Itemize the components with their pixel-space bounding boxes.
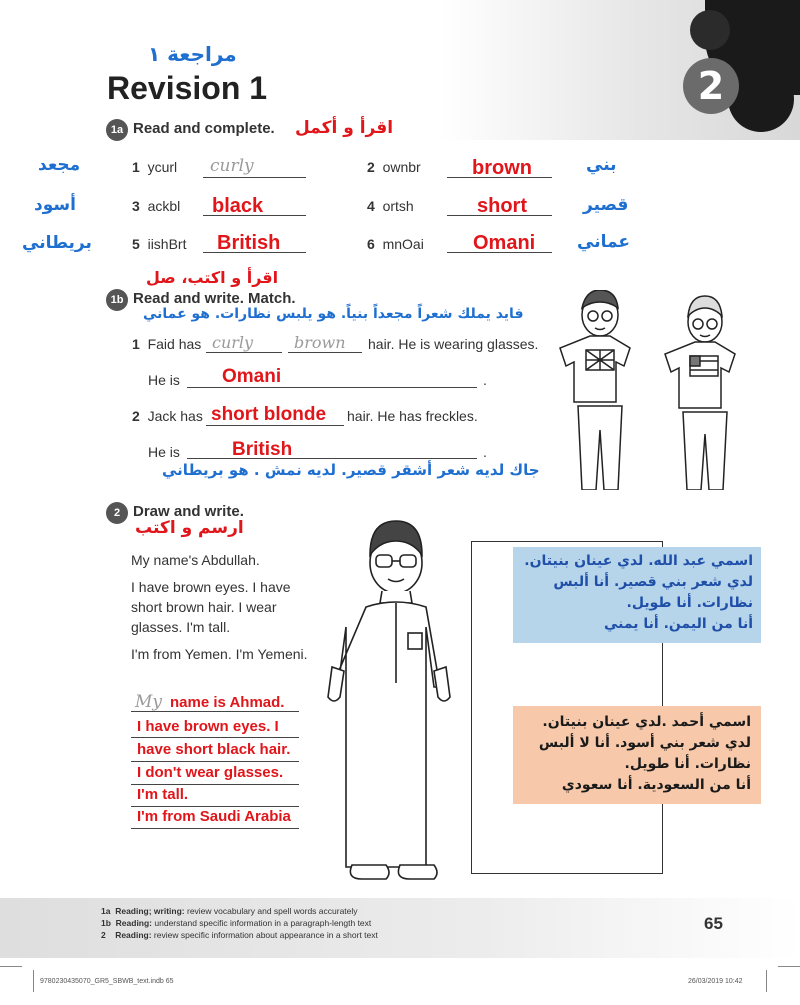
item-scrambled: 4 ortsh bbox=[367, 198, 414, 214]
item-scrambled: 3 ackbl bbox=[132, 198, 181, 214]
answer: short blonde bbox=[211, 404, 327, 425]
period: . bbox=[483, 372, 487, 388]
student-answer-line: I have brown eyes. I bbox=[137, 718, 279, 735]
header-decoration bbox=[690, 10, 730, 50]
item-scrambled: 2 ownbr bbox=[367, 159, 421, 175]
boys-illustration bbox=[540, 290, 770, 490]
footer-note: 1b Reading: understand specific information in a paragraph-length text bbox=[101, 918, 372, 928]
item-scrambled: 1 ycurl bbox=[132, 159, 178, 175]
item-2-text: 2 Jack has bbox=[132, 408, 203, 424]
period: . bbox=[483, 444, 487, 460]
writing-line bbox=[131, 806, 299, 807]
writing-line bbox=[131, 737, 299, 738]
model-text-line: I have brown eyes. I have bbox=[131, 579, 291, 595]
crop-mark bbox=[33, 970, 34, 992]
arabic-translation: جاك لديه شعر أشقر قصير. لديه نمش . هو بريطاني bbox=[162, 461, 540, 479]
item-1-text: 1 Faid has bbox=[132, 336, 202, 352]
footer-note: 2 Reading: review specific information about appearance in a short text bbox=[101, 930, 378, 940]
model-text-line: glasses. I'm tall. bbox=[131, 619, 231, 635]
answer-handwritten: curly bbox=[210, 156, 254, 176]
answer-handwritten: My bbox=[135, 692, 163, 712]
footer-note: 1a Reading; writing: review vocabulary and spell words accurately bbox=[101, 906, 358, 916]
item-1-text-end: hair. He is wearing glasses. bbox=[368, 336, 539, 352]
writing-line bbox=[131, 828, 299, 829]
unit-number: 2 bbox=[683, 58, 739, 114]
model-text-line: short brown hair. I wear bbox=[131, 599, 277, 615]
writing-line bbox=[131, 784, 299, 785]
arabic-answer-box bbox=[513, 706, 761, 804]
arabic-gloss: مجعد bbox=[38, 155, 81, 175]
he-is-label: He is bbox=[148, 444, 180, 460]
student-answer-line: I'm from Saudi Arabia bbox=[137, 808, 291, 825]
abdullah-illustration bbox=[296, 515, 456, 885]
item-scrambled: 6 mnOai bbox=[367, 236, 424, 252]
header-decoration bbox=[728, 66, 794, 132]
section-badge: 1b bbox=[106, 289, 128, 311]
section-title: Draw and write. bbox=[133, 503, 244, 520]
crop-mark bbox=[766, 970, 767, 992]
section-badge: 1a bbox=[106, 119, 128, 141]
arabic-answer-line: لدي شعر بني أسود. أنا لا ألبس bbox=[538, 735, 751, 751]
model-text-line: My name's Abdullah. bbox=[131, 552, 260, 568]
model-text-line: I'm from Yemen. I'm Yemeni. bbox=[131, 646, 308, 662]
section-title: Read and complete. bbox=[133, 120, 275, 137]
arabic-model-line: اسمي عبد الله. لدي عينان بنيتان. bbox=[524, 553, 753, 569]
arabic-translation: فايد يملك شعراً مجعداً بنياً. هو يلبس نظارات. هو عماني bbox=[143, 306, 524, 322]
arabic-gloss: قصير bbox=[583, 195, 629, 215]
section-arabic-title: اقرأ و اكتب، صل bbox=[146, 268, 279, 287]
arabic-answer-line: نظارات. أنا طويل. bbox=[624, 756, 751, 772]
section-arabic-title: اقرأ و أكمل bbox=[295, 118, 394, 138]
answer: Omani bbox=[222, 366, 282, 387]
answer-line bbox=[187, 458, 477, 459]
arabic-answer-line: اسمي أحمد .لدي عينان بنيتان. bbox=[542, 714, 751, 730]
arabic-model-line: أنا من اليمن. أنا يمني bbox=[604, 616, 753, 632]
page-number: 65 bbox=[704, 914, 723, 933]
item-2-text-end: hair. He has freckles. bbox=[347, 408, 478, 424]
arabic-gloss: عماني bbox=[577, 232, 630, 252]
arabic-gloss: بريطاني bbox=[22, 233, 92, 253]
student-answer-line: name is Ahmad. bbox=[170, 694, 285, 711]
writing-line bbox=[131, 761, 299, 762]
file-name: 9780230435070_GR5_SBWB_text.indb 65 bbox=[40, 978, 174, 985]
arabic-gloss: أسود bbox=[34, 195, 76, 215]
answer: Omani bbox=[473, 232, 536, 254]
crop-mark bbox=[778, 966, 800, 967]
student-answer-line: I don't wear glasses. bbox=[137, 764, 284, 781]
answer-line bbox=[288, 352, 362, 353]
section-arabic-title: ارسم و اكتب bbox=[135, 518, 244, 538]
arabic-page-title: مراجعة ١ bbox=[148, 42, 237, 66]
answer-handwritten: brown bbox=[294, 333, 346, 352]
arabic-model-line: لدي شعر بني قصير. أنا ألبس bbox=[553, 574, 753, 590]
print-timestamp: 26/03/2019 10:42 bbox=[688, 978, 743, 985]
arabic-answer-line: أنا من السعودية. أنا سعودي bbox=[561, 777, 751, 793]
answer: black bbox=[212, 195, 264, 217]
answer: British bbox=[232, 439, 293, 460]
answer-line bbox=[206, 352, 282, 353]
answer: brown bbox=[472, 157, 532, 179]
arabic-model-box bbox=[513, 547, 761, 643]
he-is-label: He is bbox=[148, 372, 180, 388]
answer-handwritten: curly bbox=[212, 333, 254, 352]
arabic-model-line: نظارات. أنا طويل. bbox=[626, 595, 753, 611]
answer: British bbox=[217, 232, 281, 254]
crop-mark bbox=[0, 966, 22, 967]
student-answer-line: have short black hair. bbox=[137, 741, 291, 758]
student-answer-line: I'm tall. bbox=[137, 786, 189, 803]
arabic-gloss: بني bbox=[586, 155, 617, 175]
section-badge: 2 bbox=[106, 502, 128, 524]
answer: short bbox=[477, 195, 527, 217]
answer-line bbox=[203, 177, 306, 178]
page-title: Revision 1 bbox=[107, 70, 268, 106]
section-title: Read and write. Match. bbox=[133, 290, 296, 307]
item-scrambled: 5 iishBrt bbox=[132, 236, 187, 252]
